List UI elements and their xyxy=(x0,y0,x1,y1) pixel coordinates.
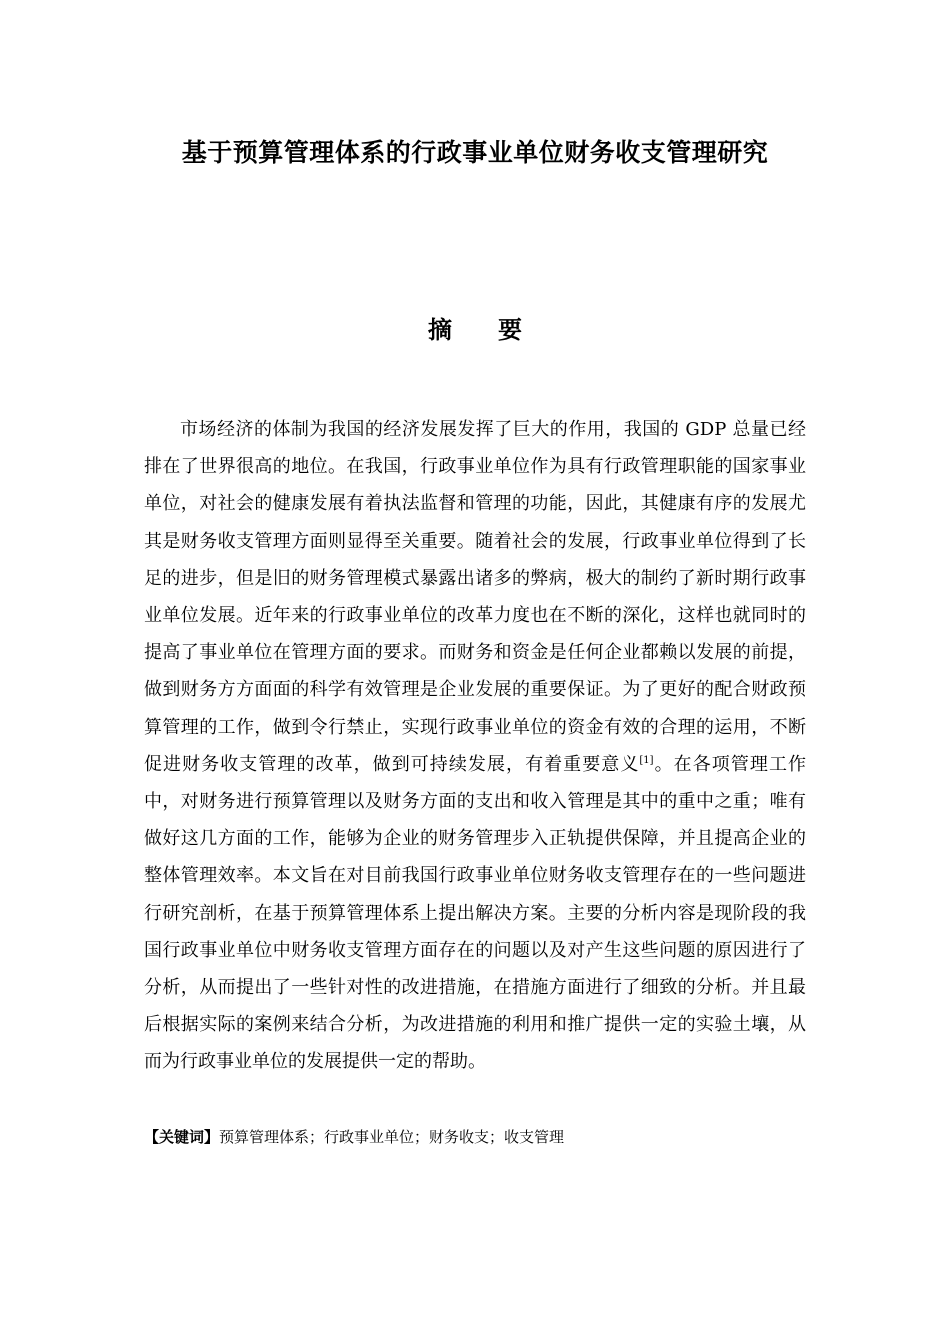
abstract-heading-char-1: 摘 xyxy=(428,315,452,344)
citation-marker: [1] xyxy=(639,754,654,766)
keywords-line xyxy=(144,1122,806,1152)
abstract-heading xyxy=(0,310,950,350)
abstract-text-part-2: 。在各项管理工作中，对财务进行预算管理以及财务方面的支出和收入管理是其中的重中之重；唯有做好这几方面的工作，能够为企业的财务管理步入正轨提供保障，并且提高企业的整体管理效率。本文旨在对目前我国行政事业单位财务收支管理存在的一些问题进行研究剖析，在基于预算管理体系上提出解决方案。主要的分析内容是现阶段的我国行政事业单位中财务收支管理方面存在的问题以及对产生这些问题的原因进行了分析，从而提出了一些针对性的改进措施，在措施方面进行了细致的分析。并且最后根据实际的案例来结合分析，为改进措施的利用和推广提供一定的实验土壤，从而为行政事业单位的发展提供一定的帮助。 xyxy=(144,753,807,1073)
abstract-body xyxy=(144,411,806,1081)
keywords-label: 【关键词】 xyxy=(144,1128,220,1146)
paper-title: 基于预算管理体系的行政事业单位财务收支管理研究 xyxy=(181,138,769,167)
abstract-heading-char-2: 要 xyxy=(498,315,522,344)
keywords-text: 预算管理体系；行政事业单位；财务收支；收支管理 xyxy=(219,1128,565,1146)
abstract-text-part-1: 市场经济的体制为我国的经济发展发挥了巨大的作用，我国的 GDP 总量已经排在了世界很高的地位。在我国，行政事业单位作为具有行政管理职能的国家事业单位，对社会的健康发展有着执法监督和管理的功能，因此，其健康有序的发展尤其是财务收支管理方面则显得至关重要。随着社会的发展，行政事业单位得到了长足的进步，但是旧的财务管理模式暴露出诸多的弊病，极大的制约了新时期行政事业单位发展。近年来的行政事业单位的改革力度也在不断的深化，这样也就同时的提高了事业单位在管理方面的要求。而财务和资金是任何企业都赖以发展的前提，做到财务方方面面的科学有效管理是企业发展的重要保证。为了更好的配合财政预算管理的工作，做到令行禁止，实现行政事业单位的资金有效的合理的运用，不断促进财务收支管理的改革，做到可持续发展，有着重要意义 xyxy=(144,419,806,775)
